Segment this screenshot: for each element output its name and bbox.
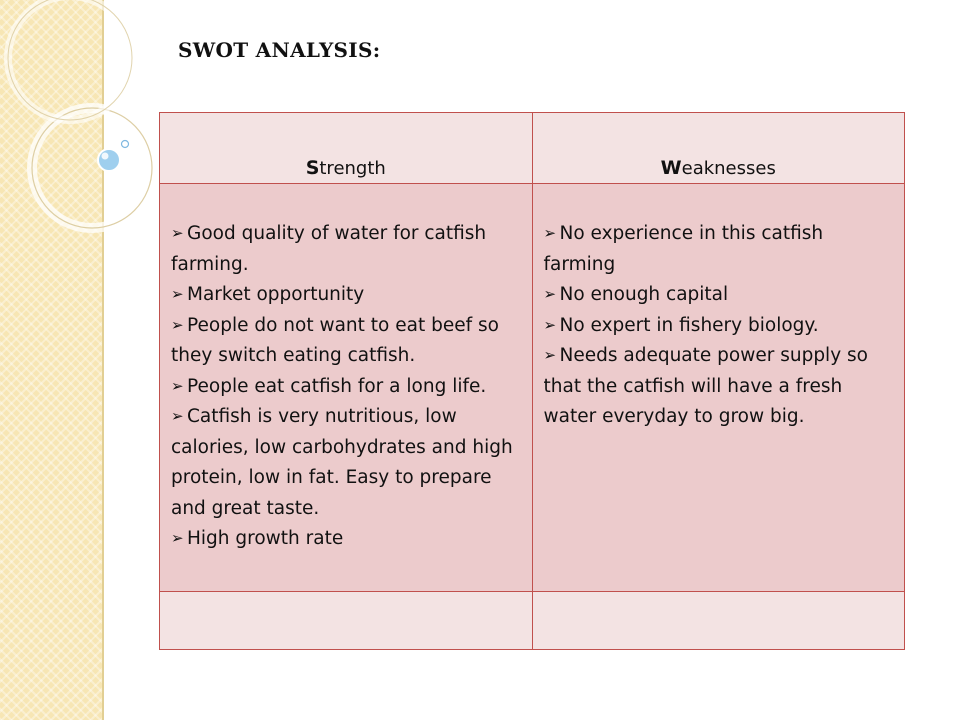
strength-cell bbox=[160, 184, 533, 592]
list-item bbox=[544, 219, 899, 280]
list-item bbox=[544, 341, 899, 433]
arrow-bullet-icon: ➢ bbox=[543, 315, 557, 334]
strength-list bbox=[171, 219, 526, 555]
weakness-item-text: No expert in fishery biology. bbox=[559, 314, 819, 336]
header-strength-rest: trength bbox=[319, 158, 386, 179]
strength-item-text: People do not want to eat beef so they switch eating catfish. bbox=[171, 314, 499, 366]
list-item bbox=[171, 524, 526, 555]
decorative-side-strip bbox=[0, 0, 104, 720]
list-item bbox=[544, 280, 899, 311]
weakness-item-text: Needs adequate power supply so that the catfish will have a fresh water everyday to grow big. bbox=[543, 345, 868, 427]
list-item bbox=[171, 219, 526, 280]
swot-table bbox=[159, 112, 905, 650]
list-item bbox=[171, 372, 526, 403]
weaknesses-cell bbox=[532, 184, 905, 592]
header-strength-initial: S bbox=[305, 157, 320, 179]
header-row bbox=[160, 113, 905, 184]
arrow-bullet-icon: ➢ bbox=[171, 407, 184, 425]
arrow-bullet-icon: ➢ bbox=[171, 529, 184, 547]
small-bubble-icon bbox=[122, 141, 129, 148]
content-row bbox=[160, 184, 905, 592]
arrow-bullet-icon: ➢ bbox=[171, 376, 184, 395]
arrow-bullet-icon: ➢ bbox=[171, 315, 184, 334]
weakness-item-text: No enough capital bbox=[559, 284, 729, 305]
arrow-bullet-icon: ➢ bbox=[171, 285, 184, 303]
strength-item-text: High growth rate bbox=[187, 528, 344, 549]
arrow-bullet-icon: ➢ bbox=[171, 224, 184, 242]
list-item bbox=[171, 311, 526, 372]
strength-item-text: Good quality of water for catfish farming. bbox=[171, 223, 487, 275]
list-item bbox=[544, 311, 899, 342]
arrow-bullet-icon: ➢ bbox=[543, 346, 557, 364]
list-item bbox=[171, 402, 526, 524]
arrow-bullet-icon: ➢ bbox=[543, 224, 557, 242]
header-weaknesses bbox=[532, 113, 905, 184]
empty-cell-right bbox=[532, 592, 905, 650]
empty-cell-left bbox=[160, 592, 533, 650]
weaknesses-list bbox=[544, 219, 899, 433]
weakness-item-text: No experience in this catfish farming bbox=[543, 223, 824, 275]
strength-item-text: Market opportunity bbox=[187, 284, 365, 305]
strength-item-text: People eat catfish for a long life. bbox=[187, 375, 487, 397]
list-item bbox=[171, 280, 526, 311]
strength-item-text: Catfish is very nutritious, low calories, low carbohydrates and high protein, low in fat. Easy to prepare and great taste. bbox=[171, 406, 513, 519]
header-weaknesses-initial: W bbox=[660, 157, 682, 179]
arrow-bullet-icon: ➢ bbox=[543, 285, 557, 303]
slide-title: SWOT ANALYSIS: bbox=[178, 38, 381, 62]
header-weaknesses-rest: eaknesses bbox=[681, 158, 776, 179]
header-strength bbox=[160, 113, 533, 184]
empty-footer-row bbox=[160, 592, 905, 650]
